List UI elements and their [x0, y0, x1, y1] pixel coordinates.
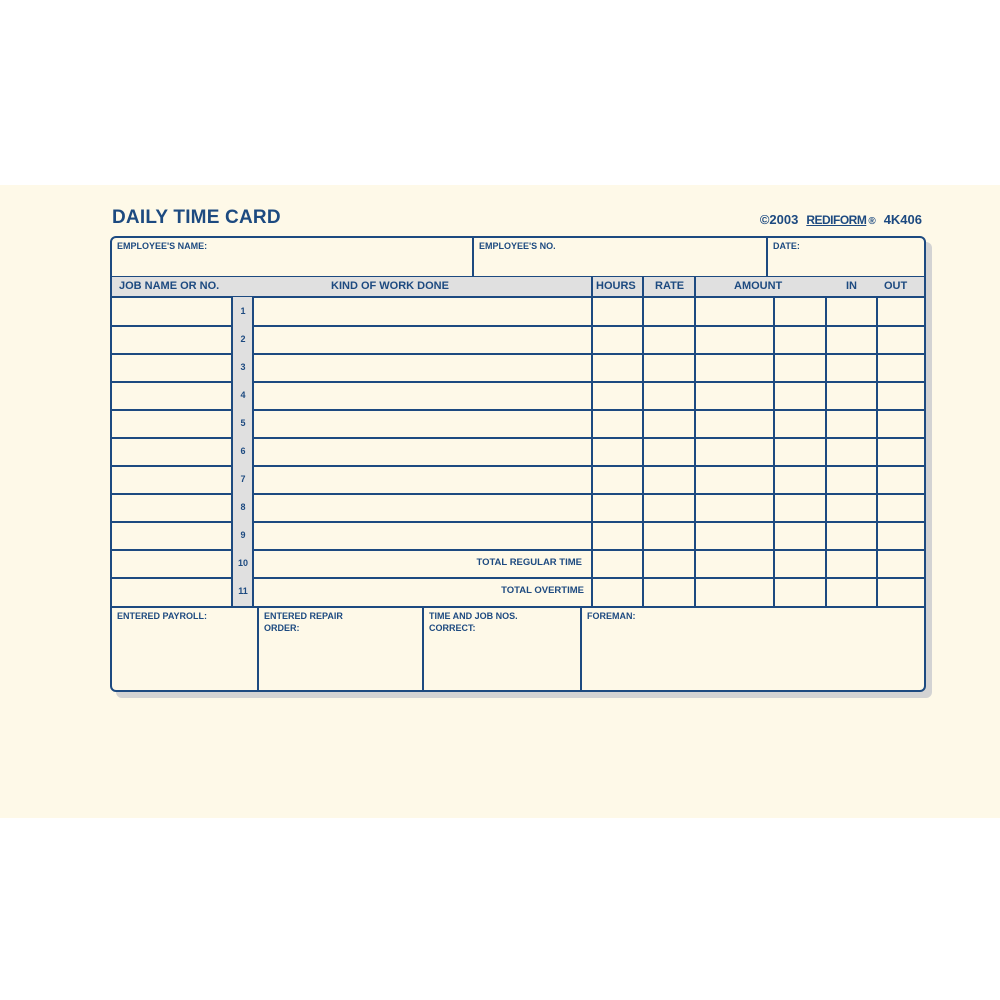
- divider: [252, 521, 924, 523]
- divider: [876, 297, 878, 608]
- row-number: 2: [240, 334, 246, 344]
- header-out: OUT: [884, 280, 908, 292]
- brand-logo: REDIFORM: [806, 213, 867, 227]
- row-number: 9: [240, 530, 246, 540]
- header-in: IN: [846, 280, 857, 292]
- time-job-correct-field[interactable]: [424, 608, 580, 690]
- total-overtime-label: TOTAL OVERTIME: [501, 585, 584, 596]
- divider: [112, 493, 231, 495]
- divider: [252, 353, 924, 355]
- row-number: 7: [240, 474, 246, 484]
- divider: [694, 297, 696, 608]
- employee-name-label: EMPLOYEE'S NAME:: [117, 241, 208, 251]
- copyright-text: ©2003: [759, 212, 799, 227]
- divider: [252, 549, 924, 551]
- time-job-label-1: TIME AND JOB NOS.: [429, 611, 518, 621]
- divider: [112, 409, 231, 411]
- divider: [112, 437, 231, 439]
- row-number: 10: [237, 558, 248, 568]
- table-header: [112, 277, 924, 297]
- divider: [112, 549, 231, 551]
- row-number: 6: [240, 446, 246, 456]
- divider: [252, 577, 924, 579]
- header-amount: AMOUNT: [734, 280, 783, 292]
- header-rate: RATE: [655, 280, 685, 292]
- entered-payroll-field[interactable]: [112, 608, 257, 690]
- divider: [112, 381, 231, 383]
- header-hours: HOURS: [596, 280, 636, 292]
- divider: [252, 465, 924, 467]
- divider: [642, 297, 644, 608]
- employee-no-label: EMPLOYEE'S NO.: [479, 241, 556, 251]
- employee-name-field[interactable]: [112, 238, 472, 277]
- entered-repair-order-field[interactable]: [259, 608, 422, 690]
- header-job: JOB NAME OR NO.: [119, 280, 220, 292]
- form-title: DAILY TIME CARD: [112, 207, 281, 228]
- product-code: 4K406: [883, 212, 922, 227]
- form-brand: [760, 212, 922, 227]
- divider: [252, 381, 924, 383]
- divider: [112, 353, 231, 355]
- row-number: 5: [240, 418, 246, 428]
- entered-repair-label-1: ENTERED REPAIR: [264, 611, 343, 621]
- time-card-form: [110, 236, 926, 692]
- time-job-label-2: CORRECT:: [429, 623, 476, 633]
- entered-payroll-label: ENTERED PAYROLL:: [117, 611, 208, 621]
- divider: [825, 297, 827, 608]
- divider: [642, 277, 644, 297]
- date-label: DATE:: [773, 241, 800, 251]
- divider: [252, 325, 924, 327]
- divider: [591, 297, 593, 608]
- divider: [112, 465, 231, 467]
- row-number: 3: [240, 362, 246, 372]
- divider: [252, 409, 924, 411]
- divider: [252, 437, 924, 439]
- divider: [112, 577, 231, 579]
- registered-mark: ®: [868, 216, 876, 227]
- header-work: KIND OF WORK DONE: [331, 280, 449, 292]
- date-field[interactable]: [768, 238, 924, 277]
- row-number: 1: [240, 306, 246, 316]
- row-number: 8: [240, 502, 246, 512]
- divider: [773, 297, 775, 608]
- total-regular-time-label: TOTAL REGULAR TIME: [476, 557, 582, 568]
- row-number: 11: [238, 586, 248, 596]
- divider: [112, 521, 231, 523]
- divider: [112, 325, 231, 327]
- row-number: 4: [240, 390, 246, 400]
- employee-no-field[interactable]: [474, 238, 766, 277]
- divider: [591, 277, 593, 297]
- divider: [694, 277, 696, 297]
- divider: [252, 493, 924, 495]
- foreman-field[interactable]: [582, 608, 924, 690]
- entered-repair-label-2: ORDER:: [264, 623, 300, 633]
- foreman-label: FOREMAN:: [587, 611, 636, 621]
